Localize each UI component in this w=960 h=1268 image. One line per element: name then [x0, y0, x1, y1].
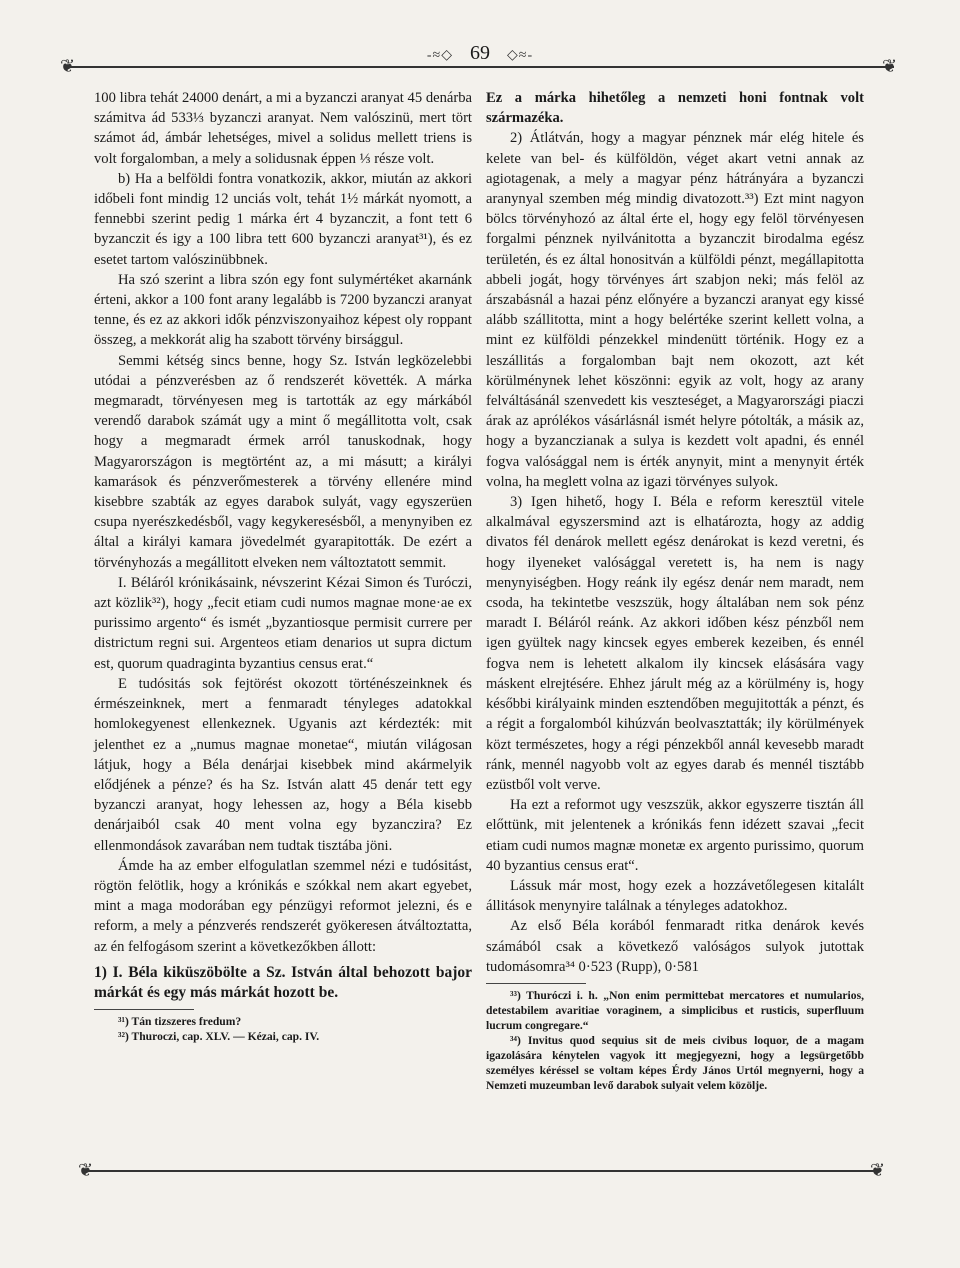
footnote-rule-left [94, 1009, 194, 1010]
corner-ornament-top-left: ❦ [60, 56, 76, 76]
header-ornament-right: ◇≈- [507, 48, 534, 63]
footnote-31: ³¹) Tán tizszeres fredum? [118, 1015, 242, 1029]
left-paragraph-1: 100 libra tehát 24000 denárt, a mi a byzanczi aranyat 45 denárba számitva ád 533⅓ byzanczi aranyat. Nem valószinü, mert tört számot ád, ámbár lehetséges, mivel a solidus mellett triens is volt forgalomban, a mely a solidusnak éppen ⅓ része volt. [94, 90, 472, 167]
left-paragraph-3: Ha szó szerint a libra szón egy font sulymértéket akarnánk érteni, akkor a 100 font arany legalább is 7200 byzanczi aranyat tenne, és ez az akkori idők pénzviszonyaihoz képest oly roppant összeg, a mekkorát alig ha szabott törvény birsággul. [94, 271, 472, 349]
right-paragraph-4: Ha ezt a reformot ugy veszszük, akkor egyszerre tisztán áll előttünk, mit jelentenek a krónikás fenn idézett szavai „fecit etiam cudi numos magnæ monetæ ex argento purissimo, quorum 40 byzantius census erat“. [486, 797, 864, 874]
right-paragraph-5: Lássuk már most, hogy ezek a hozzávetőlegesen kitalált állitások menynyire találnak a tényleges adatokhoz. [486, 877, 864, 915]
right-paragraph-3: 3) Igen hihető, hogy I. Béla e reform keresztül vitele alkalmával egyszersmind azt is elhatározta, hogy az addig divatos fél denárok mellett egész denárokat is kezd veretni, és hogy ilyeneket valósággal veretett is, ha nem is nagy menynyiségben. Hogy reánk ily egész denár nem maradt, nem csoda, ha tekintetbe veszszük, hogy általában nem sok pénz maradt I. Béláról reánk. Az akkori időben kész pénzből nem igen gyültek nagy kincsek egyes emberek kezeiben, és ennél fogva nem is lehetett alkalom ily kincsek elásására vagy máskent elrejtésére. Ehhez járult még az a körülmény is, hogy későbbi királyaink minden esztendőben megujitották a pénzt, és a régit a forgalomból kihúzván beolvasztatták; ily körülmények közt természetes, hogy a régi pénzekből annál kevesebb maradt ránk, mennél nagyobb volt az egyes darab és mennél tisztább ezüstből volt verve. [486, 494, 864, 793]
left-paragraph-7: Ámde ha az ember elfogulatlan szemmel nézi e tudósitást, rögtön felötlik, hogy a krónikás e szókkal nem akart egyebet, mint a maga modorában egy pénzügyi reformot jelezni, és e reform, a mely a pénzverés rendszerét gyökeresen átváltoztatta, az én felfogásom szerint a következőkben állott: [94, 857, 472, 955]
corner-ornament-bottom-left: ❦ [78, 1160, 94, 1180]
footnote-rule-right [486, 983, 586, 984]
left-paragraph-4: Semmi kétség sincs benne, hogy Sz. István legközelebbi utódai a pénzverésben az ő rendszerét követték. A márka megmaradt, törvényesen meg is tartották az egy márkából verendő darabok számát ugy a mint ő megállitotta volt, csak hogy a megmaradt érmek arról tanuskodnak, hogy Magyarországon is megtörtént az, a mi másutt; a királyi kamarások és pénzverőmesterek a törvény ellenére mind kisebbre szabták az egyes darabok sulyát, vagy egyszerüen csupa nyerészkedésből, vagy kegykeresésből, a menynyiben ez által a királyi kamara jövedelmét gyarapitották. De ezért a törvényhozás a megállitott elveken nem változtatott semmit. [94, 352, 472, 571]
right-paragraph-2: 2) Átlátván, hogy a magyar pénznek már elég hitele és kelete van bel- és külföldön, véget akart vetni annak az agiotagenak, a mely a magyar pénz hátrányára a byzanczi aranynyal szemben még mindig divatozott.³³) Ezt mint nagyon bölcs törvényhozó az által érte el, hogy egy felöl törvényesen forgalmi pénznek nyilvánitotta a byzanczit birodalma egész területén, és ez által honositván a külföldi pénzt, megállapitotta abbeli jogát, hogy törvényes árt szabjon neki; más felöl az árszabásnál a hazai pénz előnyére a byzanczi aranyat egy kissé alább szállitotta, mint a hogy belértéke szerint kellett volna, a mint ez külföldi pénzekkel mindenütt történik. Hogy ez a leszállitás a forgalomban bajt nem okozott, azt két körülménynek lehet köszönni: egyik az volt, hogy az arany felváltásánál szenvedett kis veszteséget, a Magyarországi piaczi árak az aprólékos vásárlásnál ismét helyre pótolták, a másik az, hogy a byzanczianak a sulya is kezdett volt apadni, és ennél fogva valósággal nem is érték anynyit, mint a menynyit érték volna, ha meglett volna az igazi törvényes sulyok. [486, 130, 864, 490]
page-number: 69 [470, 42, 490, 64]
header-ornament-left: -≈◇ [426, 48, 453, 63]
footnote-34: ³⁴) Invitus quod sequius sit de meis civibus loquor, de a magam igazolására kénytelen vagyok itt megjegyezni, hogy a legsürgetőbb személyes kéréssel se voltam képes Érdy János Urtól megnyerni, hogy a Nemzeti muzeumban levő darabok sulyait velem közölje. [486, 1033, 864, 1092]
right-paragraph-6: Az első Béla korából fenmaradt ritka denárok kevés számából csak a következő valóságos sulyok jutottak tudomásomra³⁴ 0·523 (Rupp), 0·581 [486, 918, 864, 975]
right-paragraph-1: Ez a márka hihetőleg a nemzeti honi fontnak volt származéka. [486, 90, 864, 127]
left-column [94, 88, 472, 1044]
top-rule [66, 66, 894, 68]
left-paragraph-8: 1) I. Béla kiküszöbölte a Sz. István által behozott bajor márkát és egy más márkát hozott be. [94, 963, 472, 1001]
left-paragraph-6: E tudósitás sok fejtörést okozott történészeinknek és érmészeinknek, mert a fenmaradt tényleges adatokkal homlokegyenest ellenkeznek. Ugyanis azt kérdezték: mit jelenthet ez a „numus magnae monetae“, miután világosan látjuk, hogy a Béla denárjai kisebbek mind akármelyik elődjének a pénze? és ha Sz. István alatt 45 denár tett egy byzanczi aranyat, hogy lehessen az, hogy a Béla kisebb denárjaiból csak 40 ment volna egy byzanczira? Ez ellenmondások zavarában nem tudtak tisztába jöni. [94, 675, 472, 854]
right-column [486, 88, 864, 1093]
corner-ornament-bottom-right: ❦ [870, 1160, 886, 1180]
corner-ornament-top-right: ❦ [882, 56, 898, 76]
footnote-33: ³³) Thuróczi i. h. „Non enim permittebat mercatores et numularios, detestabilem avaritiae voraginem, a simplicibus et rusticis, superfluum lucrum congregare.“ [486, 988, 864, 1032]
footnote-32: ³²) Thuroczi, cap. XLV. — Kézai, cap. IV. [118, 1030, 320, 1044]
left-paragraph-2: b) Ha a belföldi fontra vonatkozik, akkor, miután az akkori időbeli font mindig 12 unciás volt, tehát 1½ márkát nyomott, a fennebbi szerint pedig 1 márka ért 4 byzanczit, a font tett 6 byzanczit és igy a 100 libra tett 600 byzanczi aranyat³¹), és ez esetet tartom valószinübbnek. [94, 170, 472, 268]
left-paragraph-5: I. Béláról krónikásaink, névszerint Kézai Simon és Turóczi, azt közlik³²), hogy „fecit etiam cudi numos magnae mone·ae ex purissimo argento“ és ismét „byzantiosque permisit currere per districtum regni sui. Argenteos etiam denarios ut supra dictum est, quorum quadraginta byzantius census erat.“ [94, 574, 472, 672]
page-header [0, 38, 960, 68]
bottom-rule [88, 1170, 878, 1172]
